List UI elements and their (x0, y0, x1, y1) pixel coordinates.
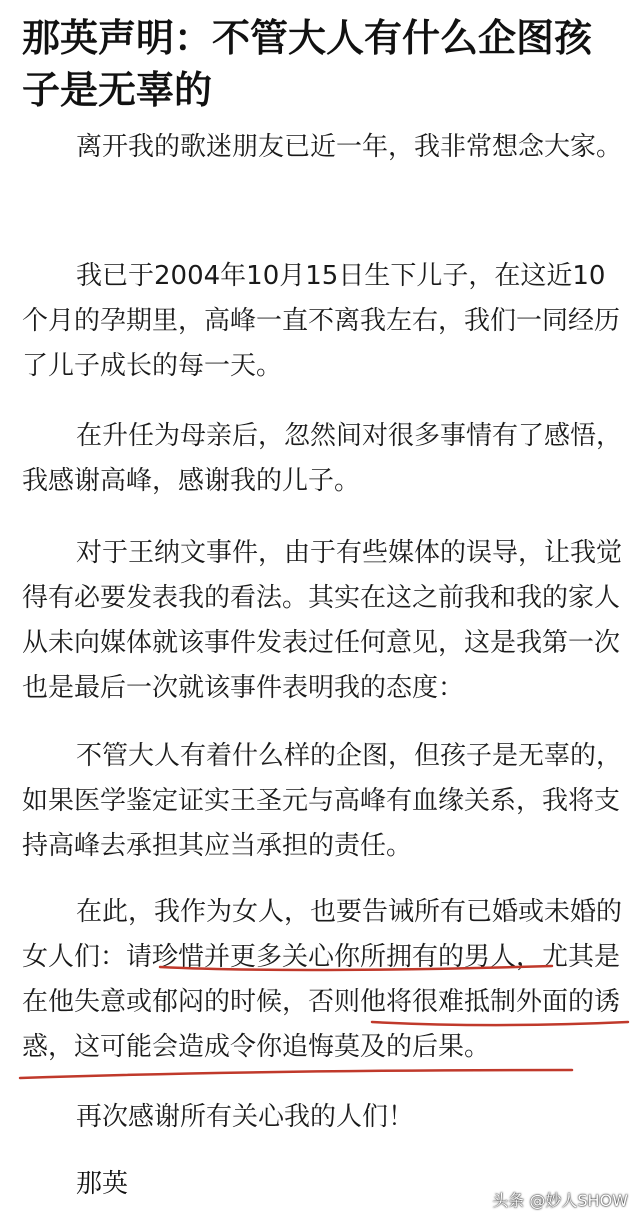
paragraph-1-text: 离开我的歌迷朋友已近一年，我非常想念大家。 (76, 132, 623, 162)
watermark: 头条 @妙人SHOW (492, 1191, 628, 1210)
paragraph-1 (22, 125, 622, 170)
underline-mark-3 (20, 1070, 572, 1078)
paragraph-6-text: 在此，我作为女人，也要告诫所有已婚或未婚的女人们：请珍惜并更多关心你所拥有的男人，尤其是在他失意或郁闷的时候，否则他将很难抵制外面的诱惑，这可能会造成令你追悔莫及的后果。 (22, 897, 623, 1062)
paragraph-4-text: 对于王纳文事件，由于有些媒体的误导，让我觉得有必要发表我的看法。其实在这之前我和我的家人从未向媒体就该事件发表过任何意见，这是我第一次也是最后一次就该事件表明我的态度： (22, 538, 623, 703)
paragraph-5 (22, 734, 622, 869)
statement-title: 那英声明：不管大人有什么企图孩子是无辜的 (22, 16, 593, 112)
paragraph-2 (22, 254, 622, 389)
paragraph-7-text: 再次感谢所有关心我的人们！ (76, 1102, 415, 1132)
paragraph-7 (22, 1095, 622, 1140)
paragraph-3 (22, 414, 622, 504)
paragraph-2-text: 我已于2004年10月15日生下儿子，在这近10个月的孕期里，高峰一直不离我左右，我们一同经历了儿子成长的每一天。 (22, 261, 621, 381)
paragraph-5-text: 不管大人有着什么样的企图，但孩子是无辜的，如果医学鉴定证实王圣元与高峰有血缘关系，我将支持高峰去承担其应当承担的责任。 (22, 741, 623, 861)
signature: 那英 (76, 1169, 129, 1199)
paragraph-6 (22, 890, 622, 1070)
paragraph-3-text: 在升任为母亲后，忽然间对很多事情有了感悟，我感谢高峰，感谢我的儿子。 (22, 421, 623, 496)
paragraph-4 (22, 531, 622, 711)
